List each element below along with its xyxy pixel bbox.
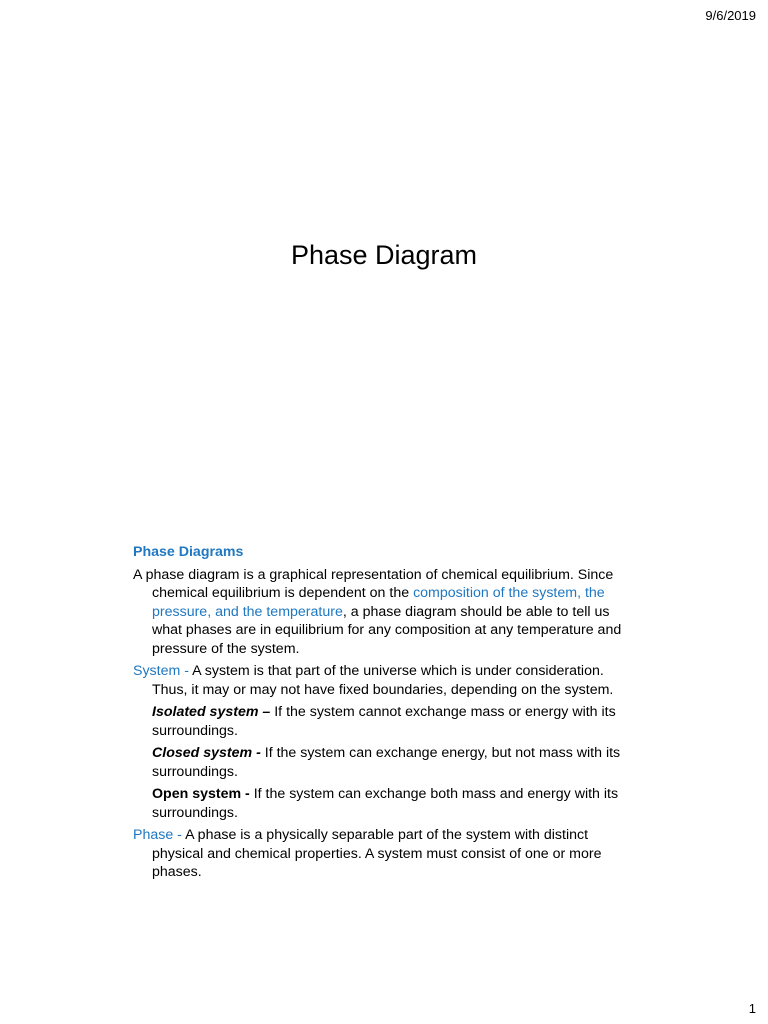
open-system-text: If the system can exchange both mass and energy with its surroundings.: [152, 786, 619, 821]
closed-system-text: If the system can exchange energy, but not mass with its surroundings.: [152, 745, 621, 780]
open-system-term: Open system -: [152, 786, 254, 802]
print-date: 9/6/2019: [705, 8, 756, 23]
slide-title: Phase Diagram: [290, 240, 478, 270]
phase-term: Phase -: [133, 827, 186, 843]
intro-highlight: composition of the system, the pressure, and the temperature: [152, 585, 605, 620]
isolated-system-definition: [152, 703, 638, 740]
notes-section: [133, 543, 638, 886]
open-system-definition: [152, 785, 638, 822]
notes-heading: Phase Diagrams: [133, 544, 244, 560]
system-text: A system is that part of the universe which is under consideration. Thus, it may or may not have fixed boundaries, depending on the system.: [152, 663, 614, 698]
system-term: System -: [133, 663, 193, 679]
phase-definition: [133, 826, 638, 882]
intro-paragraph: [133, 566, 638, 659]
intro-text-start: A phase diagram is a graphical representation of chemical equilibrium. Since chemical equilibrium is dependent on the: [133, 566, 614, 601]
phase-text: A phase is a physically separable part of the system with distinct physical and chemical properties. A system must consist of one or more phases.: [152, 827, 602, 880]
page-number: 1: [748, 1001, 756, 1016]
system-definition: [133, 662, 638, 699]
closed-system-term: Closed system -: [152, 745, 261, 761]
isolated-system-text: If the system cannot exchange mass or energy with its surroundings.: [152, 704, 616, 739]
closed-system-definition: [152, 744, 638, 781]
intro-text-end: , a phase diagram should be able to tell us what phases are in equilibrium for any composition at any temperature and pressure of the system.: [152, 603, 622, 657]
isolated-system-term: Isolated system –: [152, 704, 271, 720]
